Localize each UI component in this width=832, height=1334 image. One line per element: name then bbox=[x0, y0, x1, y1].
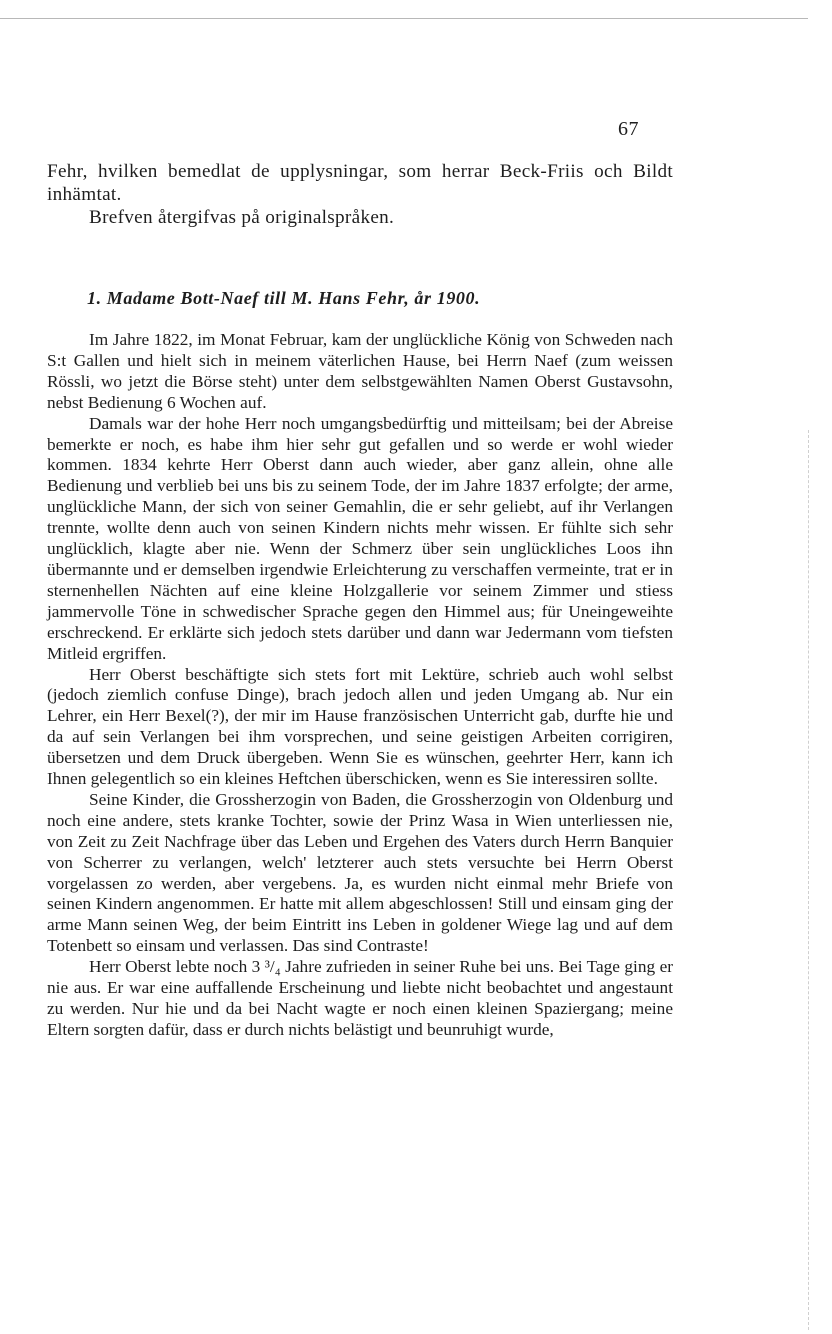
intro-paragraph-1: Fehr, hvilken bemedlat de upplysningar, som herrar Beck-Friis och Bildt inhämtat. bbox=[47, 161, 673, 205]
letter-body bbox=[47, 330, 673, 1041]
scan-edge-top bbox=[0, 18, 808, 19]
intro-paragraph-2: Brefven återgifvas på originalspråken. bbox=[89, 207, 395, 228]
letter-paragraph-5: Herr Oberst lebte noch 3 ³/₄ Jahre zufrieden in seiner Ruhe bei uns. Bei Tage ging er nie aus. Er war eine auffallende Erscheinung und liebte nicht beobachtet und angestaunt zu werden. Nur hie und da bei Nacht wagte er noch einen kleinen Spaziergang; meine Eltern sorgten dafür, dass er durch nichts belästigt und beunruhigt wurde, bbox=[47, 957, 673, 1039]
letter-paragraph-1: Im Jahre 1822, im Monat Februar, kam der unglückliche König von Schweden nach S:t Gallen und hielt sich in meinem väterlichen Hause, bei Herrn Naef (zum weissen Rössli, wo jetzt die Börse steht) unter dem selbstgewählten Namen Oberst Gustavsohn, nebst Bedienung 6 Wochen auf. bbox=[47, 330, 673, 412]
page-number: 67 bbox=[618, 118, 639, 140]
letter-paragraph-4: Seine Kinder, die Grossherzogin von Baden, die Grossherzogin von Oldenburg und noch eine andere, stets kranke Tochter, sowie der Prinz Wasa in Wien unterliessen nie, von Zeit zu Zeit Nachfrage über das Leben und Ergehen des Vaters durch Herrn Banquier von Scherrer zu verlangen, welch' letzterer auch stets versuchte bei Herrn Oberst vorgelassen zo werden, aber vergebens. Ja, es wurden nicht einmal mehr Briefe von seinen Kindern angenommen. Er hatte mit allem abgeschlossen! Still und einsam ging der arme Mann seinen Weg, der beim Eintritt ins Leben in goldener Wiege lag und auf dem Totenbett so einsam und verlassen. Das sind Contraste! bbox=[47, 789, 673, 956]
letter-paragraph-3: Herr Oberst beschäftigte sich stets fort mit Lektüre, schrieb auch wohl selbst (jedoch ziemlich confuse Dinge), brach jedoch allen und jeden Umgang ab. Nur ein Lehrer, ein Herr Bexel(?), der mir im Hause französischen Unterricht gab, durfte hie und da auf sein Verlangen bei ihm vorsprechen, und seine geistigen Arbeiten corrigiren, übersetzen und dem Druck übergeben. Wenn Sie es wünschen, geehrter Herr, kann ich Ihnen gelegentlich so ein kleines Heftchen überschicken, wenn es Sie interessiren sollte. bbox=[47, 664, 673, 789]
intro-text bbox=[47, 160, 673, 229]
section-heading: 1. Madame Bott-Naef till M. Hans Fehr, år 1900. bbox=[87, 288, 481, 308]
scan-edge-right bbox=[808, 430, 809, 1330]
page-body bbox=[47, 160, 673, 1039]
letter-paragraph-2: Damals war der hohe Herr noch umgangsbedürftig und mitteilsam; bei der Abreise bemerkte er noch, es habe ihm hier sehr gut gefallen und so werde er wohl wieder kommen. 1834 kehrte Herr Oberst dann auch wieder, aber ganz allein, ohne alle Bedienung und verblieb bei uns bis zu seinem Tode, der im Jahre 1837 erfolgte; der arme, unglückliche Mann, der sich von seiner Gemahlin, die er sehr geliebt, auf ihr Verlangen trennte, wollte denn auch von seinen Kindern nichts mehr wissen. Er fühlte sich sehr unglücklich, klagte aber nie. Wenn der Schmerz über sein unglückliches Loos ihn übermannte und er demselben irgendwie Erleichterung zu verschaffen vermeinte, trat er in sternenhellen Nächten auf eine kleine Holzgallerie vor seinem Zimmer und stiess jammervolle Töne in schwedischer Sprache gegen den Himmel aus; für Uneingeweihte erschreckend. Er erklärte sich jedoch stets darüber und dann war Jedermann vom tiefsten Mitleid ergriffen. bbox=[47, 413, 673, 663]
